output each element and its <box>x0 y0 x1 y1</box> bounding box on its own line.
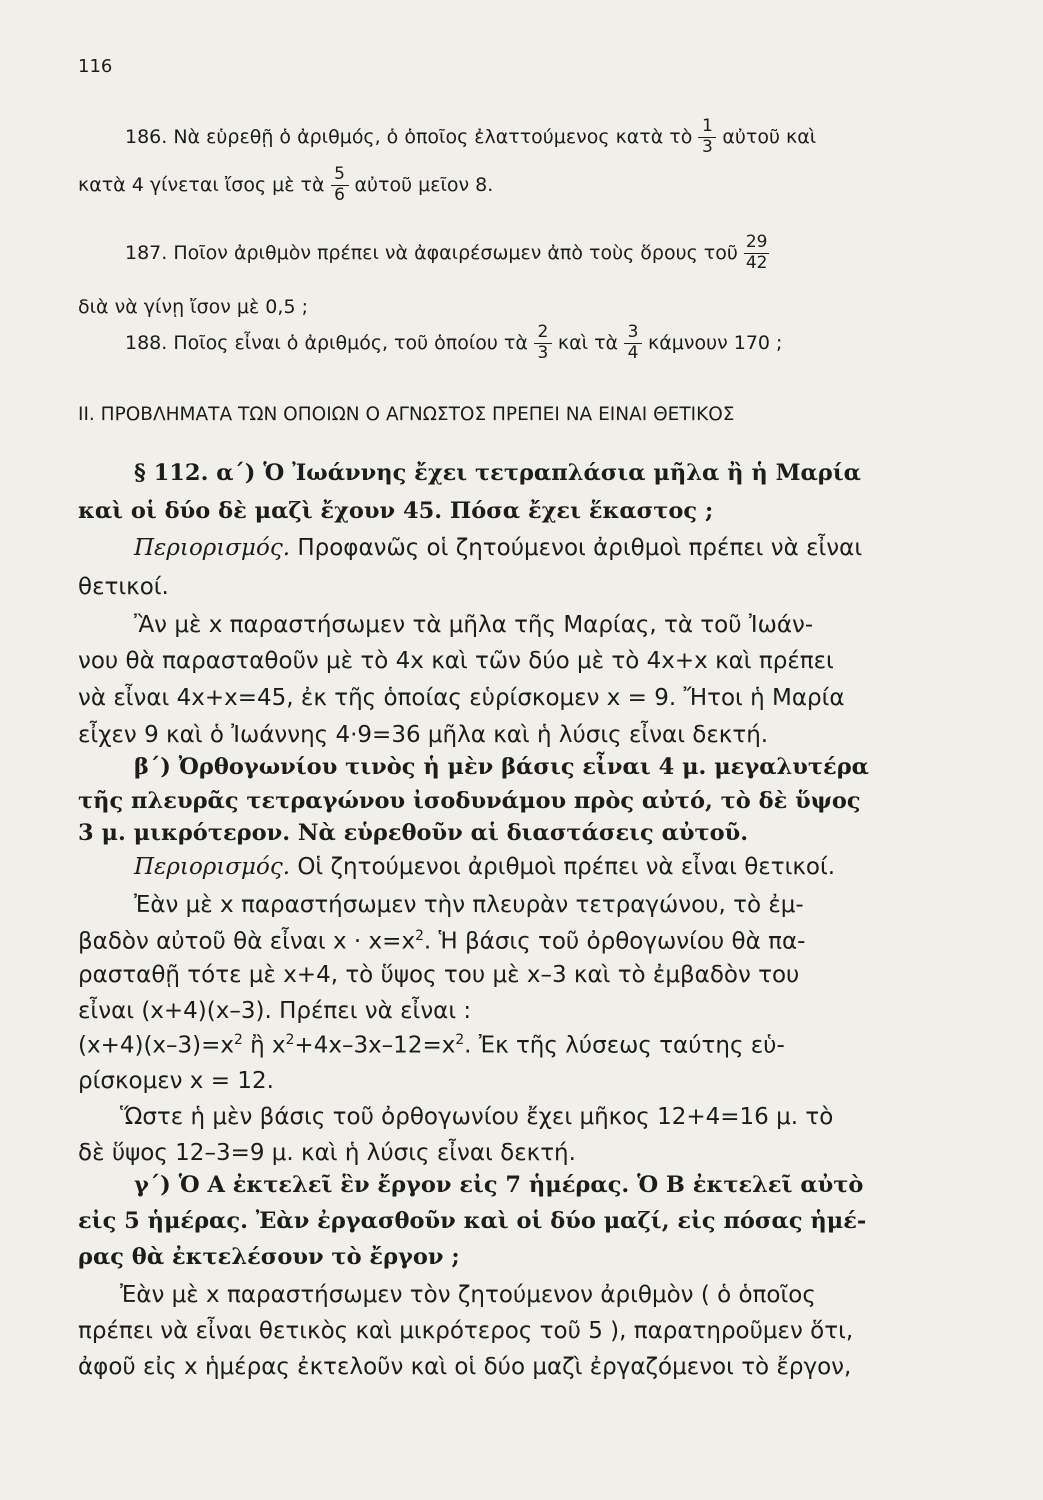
problem-b-body-3: ρασταθῇ τότε μὲ x+4, τὸ ὕψος του μὲ x–3 καὶ τὸ ἐμβαδὸν του <box>78 962 800 988</box>
problem-a-restriction-cont: θετικοί. <box>78 574 169 600</box>
page-number: 116 <box>78 56 113 77</box>
problem-c-body-3: ἀφοῦ εἰς x ἡμέρας ἐκτελοῦν καὶ οἱ δύο μαζὶ ἐργαζόμενοι τὸ ἔργον, <box>78 1354 852 1380</box>
problem-186-line-1 <box>125 118 816 157</box>
problem-186-text-a: 186. Νὰ εὑρεθῇ ὁ ἀριθμός, ὁ ὁποῖος ἐλαττούμενος κατὰ τὸ <box>125 125 693 148</box>
problem-b-body-4: εἶναι (x+4)(x–3). Πρέπει νὰ εἶναι : <box>78 998 472 1024</box>
problem-b-body-7: Ὥστε ἡ μὲν βάσις τοῦ ὀρθογωνίου ἔχει μῆκος 12+4=16 μ. τὸ <box>120 1104 834 1130</box>
problem-c-title-2: εἰς 5 ἡμέρας. Ἐὰν ἐργασθοῦν καὶ οἱ δύο μαζί, εἰς πόσας ἡμέ- <box>78 1208 867 1234</box>
problem-186-line-2: κατὰ 4 γίνεται ἴσος μὲ τὰ $\frac{5}{6}$ αὐτοῦ μεῖον 8. <box>78 164 494 205</box>
problem-c-title-1: γ΄) Ὁ Α ἐκτελεῖ ἓν ἔργον εἰς 7 ἡμέρας. Ὁ Β ἐκτελεῖ αὐτὸ <box>134 1172 864 1198</box>
problem-a-body-3: νὰ εἶναι 4x+x=45, ἐκ τῆς ὁποίας εὑρίσκομεν x = 9. Ἤτοι ἡ Μαρία <box>78 685 845 711</box>
fraction-3-4: $\frac{3}{4}$ <box>624 324 642 363</box>
problem-b-body-2: βαδὸν αὐτοῦ θὰ εἶναι $x \cdot x=x^2$. Ἡ βάσις τοῦ ὀρθογωνίου θὰ πα- <box>78 928 806 955</box>
fraction-29-42: $\frac{29}{42}$ <box>745 232 768 273</box>
problem-a-restriction: Περιορισμός. Προφανῶς οἱ ζητούμενοι ἀριθμοὶ πρέπει νὰ εἶναι <box>134 535 863 561</box>
restriction-label: Περιορισμός. <box>134 854 291 880</box>
problem-b-body-5: $(x+4)(x-3)=x^2$ ἢ $x^2+4x-3x-12=x^2$. Ἐκ τῆς λύσεως ταύτης εὑ- <box>78 1032 785 1059</box>
problem-c-body-2: πρέπει νὰ εἶναι θετικὸς καὶ μικρότερος τοῦ 5 ), παρατηροῦμεν ὅτι, <box>78 1318 854 1344</box>
fraction-1-3: $\frac{1}{3}$ <box>698 118 716 157</box>
problem-a-body-2: νου θὰ παρασταθοῦν μὲ τὸ 4x καὶ τῶν δύο μὲ τὸ 4x+x καὶ πρέπει <box>78 648 834 674</box>
restriction-label: Περιορισμός. <box>134 535 291 561</box>
problem-a-body-4: εἶχεν 9 καὶ ὁ Ἰωάννης 4·9=36 μῆλα καὶ ἡ λύσις εἶναι δεκτή. <box>78 722 769 748</box>
problem-b-title-3: 3 μ. μικρότερον. Νὰ εὑρεθοῦν αἱ διαστάσεις αὐτοῦ. <box>78 820 749 846</box>
problem-188-line: 188. Ποῖος εἶναι ὁ ἀριθμός, τοῦ ὁποίου τὰ $\frac{2}{3}$ καὶ τὰ $\frac{3}{4}$ κάμνουν 170 ; <box>125 322 783 363</box>
problem-a-title-1: § 112. α΄) Ὁ Ἰωάννης ἔχει τετραπλάσια μῆλα ἢ ἡ Μαρία <box>134 460 861 486</box>
fraction-2-3: $\frac{2}{3}$ <box>534 324 552 363</box>
problem-a-title-2: καὶ οἱ δύο δὲ μαζὶ ἔχουν 45. Πόσα ἔχει ἕκαστος ; <box>78 498 714 524</box>
section-heading: II. ΠΡΟΒΛΗΜΑΤΑ ΤΩΝ ΟΠΟΙΩΝ Ο ΑΓΝΩΣΤΟΣ ΠΡΕΠΕΙ ΝΑ ΕΙΝΑΙ ΘΕΤΙΚΟΣ <box>78 404 735 425</box>
problem-187-line-2: διὰ νὰ γίνῃ ἴσον μὲ 0,5 ; <box>78 296 308 318</box>
problem-a-body-1: Ἂν μὲ x παραστήσωμεν τὰ μῆλα τῆς Μαρίας, τὰ τοῦ Ἰωάν- <box>134 612 814 638</box>
fraction-5-6: $\frac{5}{6}$ <box>331 166 349 205</box>
problem-c-body-1: Ἐὰν μὲ x παραστήσωμεν τὸν ζητούμενον ἀριθμὸν ( ὁ ὁποῖος <box>120 1282 816 1308</box>
problem-b-title-1: β΄) Ὀρθογωνίου τινὸς ἡ μὲν βάσις εἶναι 4 μ. μεγαλυτέρα <box>134 754 869 780</box>
problem-b-title-2: τῆς πλευρᾶς τετραγώνου ἰσοδυνάμου πρὸς αὐτό, τὸ δὲ ὕψος <box>78 788 861 814</box>
problem-186-text-b: αὐτοῦ καὶ <box>722 125 817 148</box>
problem-b-body-8: δὲ ὕψος 12–3=9 μ. καὶ ἡ λύσις εἶναι δεκτή. <box>78 1140 576 1166</box>
problem-c-title-3: ρας θὰ ἐκτελέσουν τὸ ἔργον ; <box>78 1244 460 1270</box>
problem-b-body-1: Ἐὰν μὲ x παραστήσωμεν τὴν πλευρὰν τετραγώνου, τὸ ἐμ- <box>134 892 804 918</box>
problem-187-line-1: 187. Ποῖον ἀριθμὸν πρέπει νὰ ἀφαιρέσωμεν ἀπὸ τοὺς ὅρους τοῦ $\frac{29}{42}$ <box>125 232 768 273</box>
problem-b-restriction: Περιορισμός. Οἱ ζητούμενοι ἀριθμοὶ πρέπει νὰ εἶναι θετικοί. <box>134 854 836 880</box>
problem-b-body-6: ρίσκομεν x = 12. <box>78 1068 274 1094</box>
